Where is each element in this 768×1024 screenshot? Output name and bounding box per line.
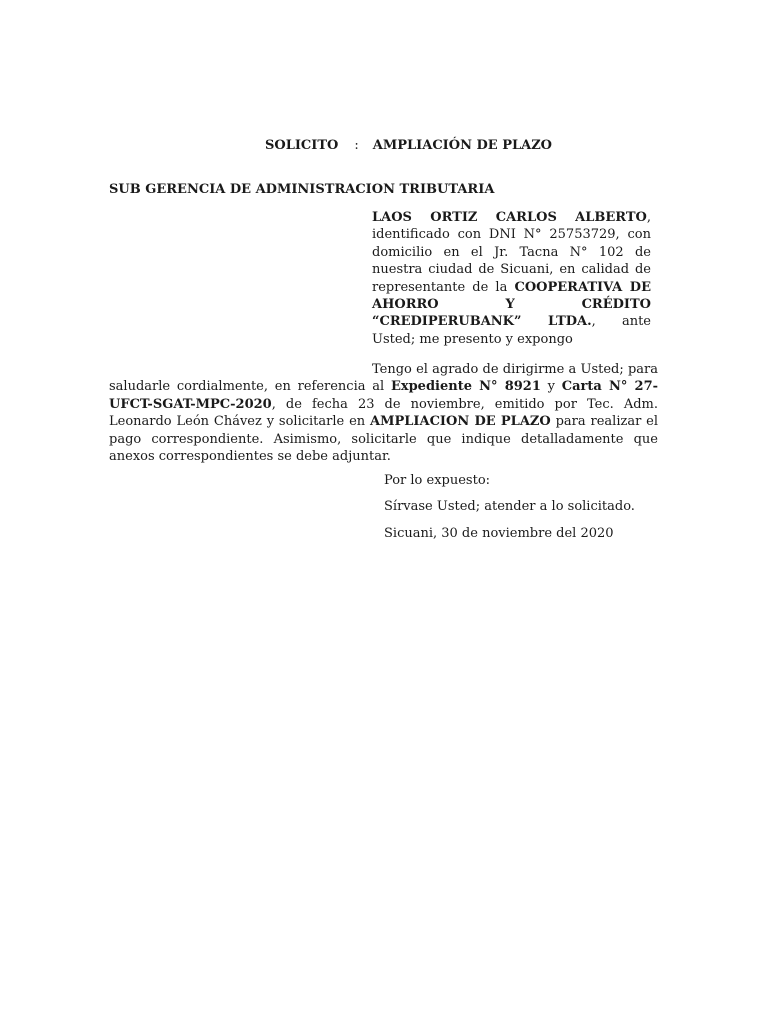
subject-separator: : [354, 138, 359, 153]
addressee: SUB GERENCIA DE ADMINISTRACION TRIBUTARIA [109, 182, 495, 197]
body-paragraph [109, 361, 658, 465]
sender-text-1: , identificado con DNI N° 25753729, con domicilio en el Jr. Tacna N° 102 de nuestra ciudad de Sicuani, en calidad de representante de la [372, 210, 651, 295]
subject-line [265, 138, 552, 153]
body-text-3: , de fecha 23 de noviembre, emitido por Tec. Adm. Leonardo León Chávez y solicitarle en [109, 396, 658, 430]
sender-cooperative: COOPERATIVA DE AHORRO Y CRÉDITO “CREDIPERUBANK” LTDA. [372, 279, 651, 330]
body-text-4: para realizar el pago correspondiente. Asimismo, solicitarle que indique detalladamente que anexos correspondientes se debe adjuntar. [109, 414, 659, 465]
body-text-2: y [540, 379, 562, 395]
subject-label: SOLICITO [265, 138, 339, 153]
sender-text-2: , ante Usted; me presento y expongo [372, 314, 651, 347]
sender-block [372, 209, 651, 348]
body-ampliacion: AMPLIACION DE PLAZO [370, 414, 551, 430]
body-text-1: Tengo el agrado de dirigirme a Usted; para saludarle cordialmente, en referencia al [109, 362, 658, 395]
closing-line-2: Sírvase Usted; atender a lo solicitado. [384, 499, 635, 514]
body-carta: Carta N° 27-UFCT-SGAT-MPC-2020 [109, 379, 659, 412]
sender-name: LAOS ORTIZ CARLOS ALBERTO [372, 210, 647, 225]
body-expediente: Expediente N° 8921 [390, 379, 541, 395]
subject-value: AMPLIACIÓN DE PLAZO [372, 138, 553, 153]
closing-line-1: Por lo expuesto: [384, 473, 491, 488]
closing-date: Sicuani, 30 de noviembre del 2020 [384, 526, 614, 541]
